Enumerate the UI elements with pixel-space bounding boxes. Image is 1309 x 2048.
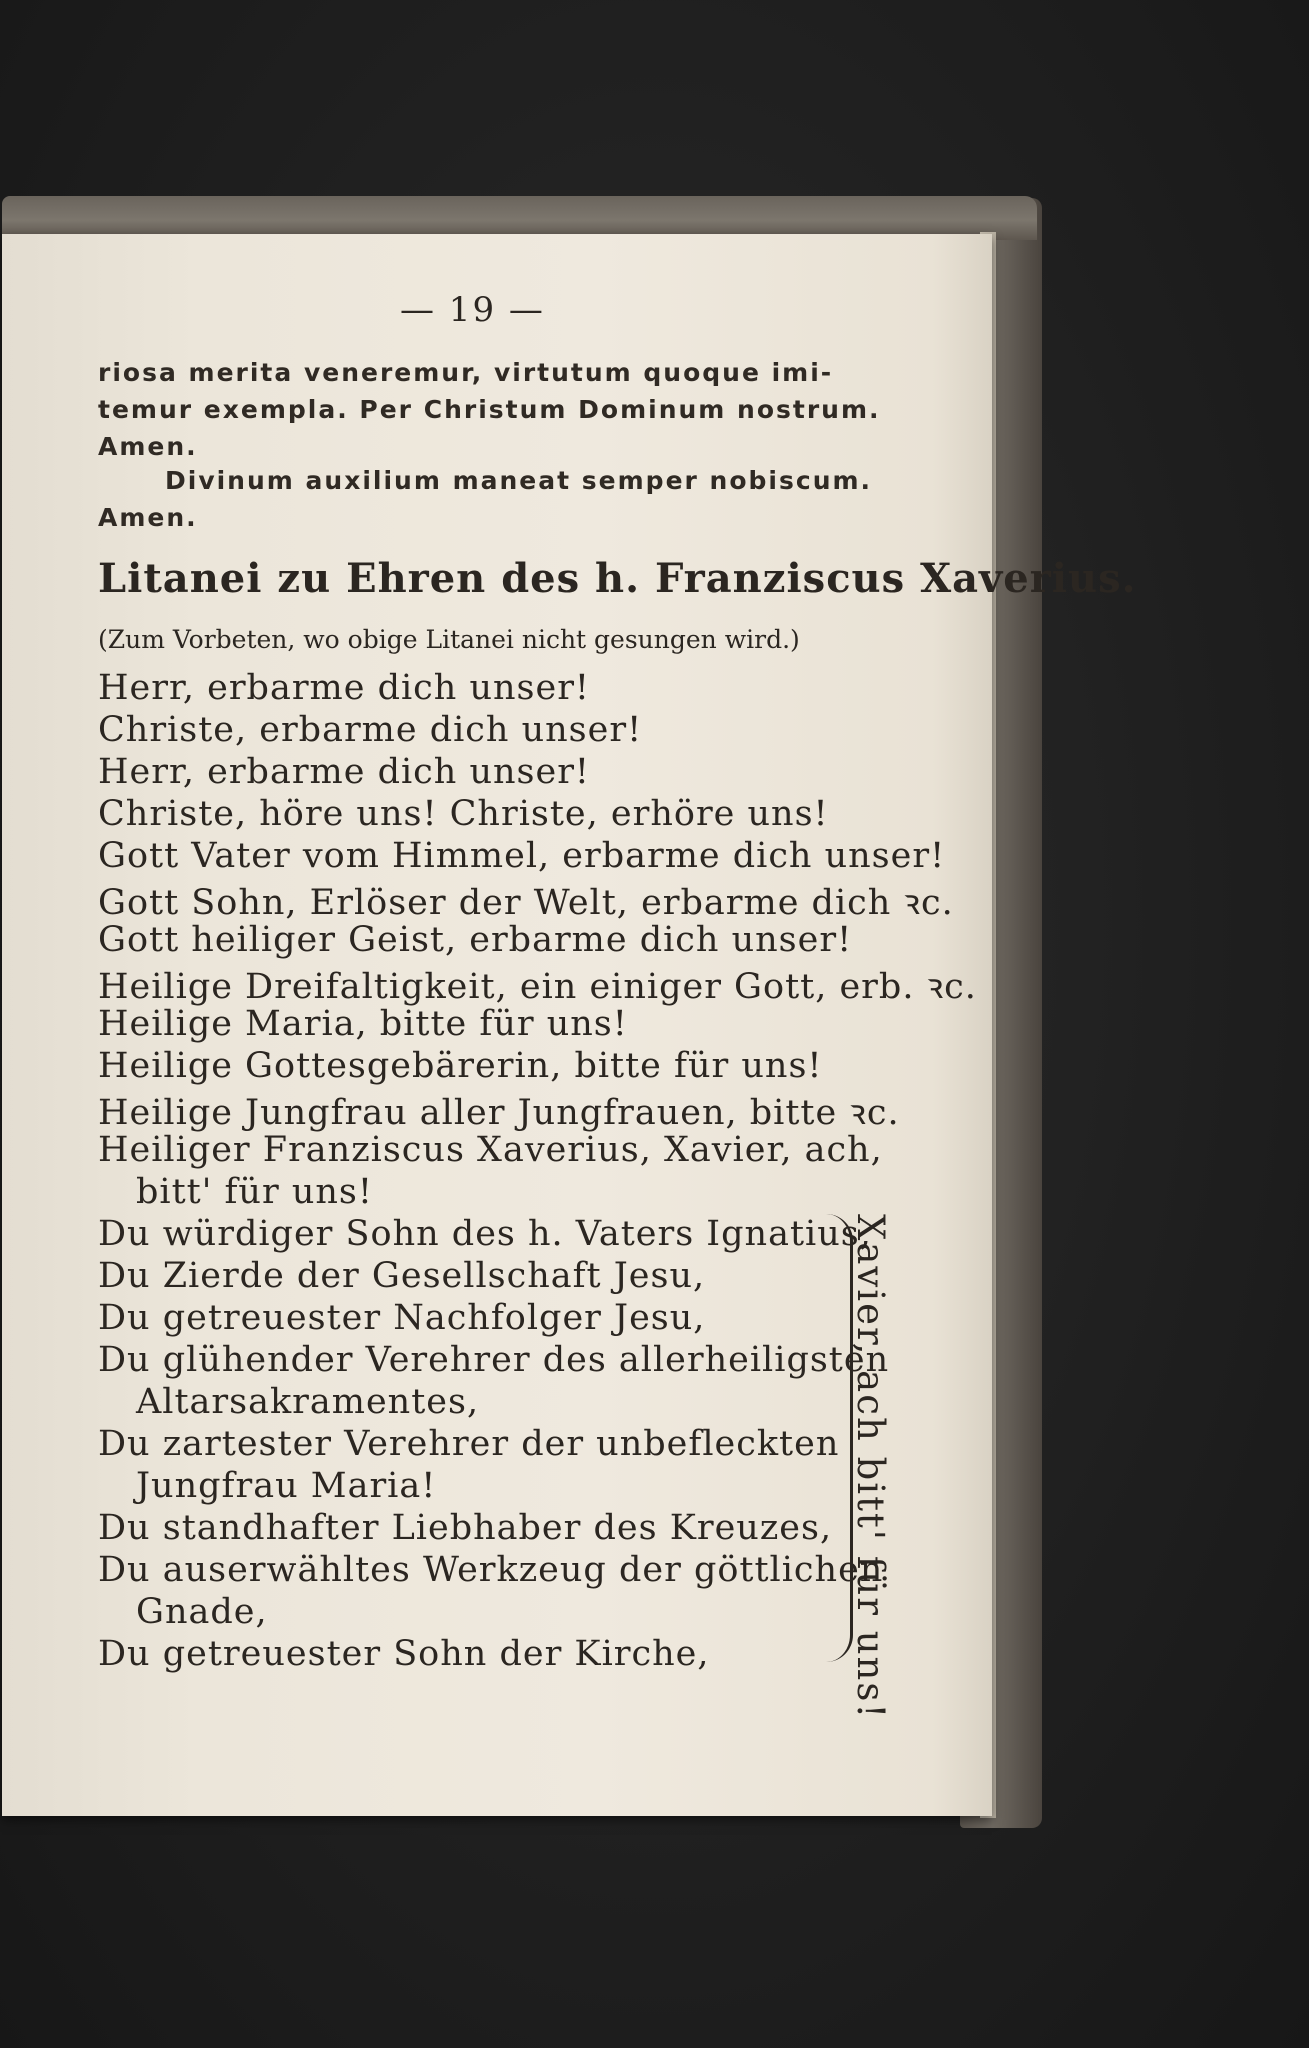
litany-line: Gott Vater vom Himmel, erbarme dich unser!: [98, 836, 946, 876]
litany-line: Gott heiliger Geist, erbarme dich unser!: [98, 920, 853, 960]
litany-line: Altarsakramentes,: [136, 1382, 480, 1422]
litany-subheading: (Zum Vorbeten, wo obige Litanei nicht gesungen wird.): [98, 625, 800, 654]
litany-line: Du Zierde der Gesellschaft Jesu,: [98, 1256, 706, 1296]
litany-line: Heiliger Franziscus Xaverius, Xavier, ach,: [98, 1130, 883, 1170]
litany-line: Du zartester Verehrer der unbefleckten: [98, 1424, 840, 1464]
litany-line: Herr, erbarme dich unser!: [98, 752, 590, 792]
litany-heading: Litanei zu Ehren des h. Franziscus Xaverius.: [98, 555, 1137, 602]
litany-line: Jungfrau Maria!: [136, 1466, 437, 1506]
latin-line-3: Amen.: [98, 432, 198, 461]
litany-line: Heilige Jungfrau aller Jungfrauen, bitte ꝛc.: [98, 1093, 900, 1133]
litany-line: Heilige Gottesgebärerin, bitte für uns!: [98, 1046, 823, 1086]
litany-line: Heilige Dreifaltigkeit, ein einiger Gott, erb. ꝛc.: [98, 967, 977, 1007]
litany-line: Du getreuester Sohn der Kirche,: [98, 1634, 710, 1674]
litany-line: Du standhafter Liebhaber des Kreuzes,: [98, 1508, 833, 1548]
latin-line-2: temur exempla. Per Christum Dominum nostrum.: [98, 395, 881, 424]
page-number: — 19 —: [400, 290, 545, 330]
litany-line: Heilige Maria, bitte für uns!: [98, 1004, 628, 1044]
litany-line: Gott Sohn, Erlöser der Welt, erbarme dich ꝛc.: [98, 883, 954, 923]
litany-line: Du getreuester Nachfolger Jesu,: [98, 1298, 706, 1338]
litany-line: bitt' für uns!: [136, 1172, 373, 1212]
litany-line: Du würdiger Sohn des h. Vaters Ignatius,: [98, 1214, 872, 1254]
litany-line: Du auserwähltes Werkzeug der göttlichen: [98, 1550, 884, 1590]
litany-line: Christe, höre uns! Christe, erhöre uns!: [98, 794, 829, 834]
latin-line-4: Divinum auxilium maneat semper nobiscum.: [165, 466, 873, 495]
litany-line: Du glühender Verehrer des allerheiligsten: [98, 1340, 890, 1380]
litany-line: Gnade,: [136, 1592, 268, 1632]
latin-line-1: riosa merita veneremur, virtutum quoque imi-: [98, 358, 834, 387]
litany-line: Herr, erbarme dich unser!: [98, 668, 590, 708]
litany-line: Christe, erbarme dich unser!: [98, 710, 643, 750]
latin-line-5: Amen.: [98, 503, 198, 532]
litany-response-vertical: Xavier, ach bitt' für uns!: [849, 1214, 892, 1721]
